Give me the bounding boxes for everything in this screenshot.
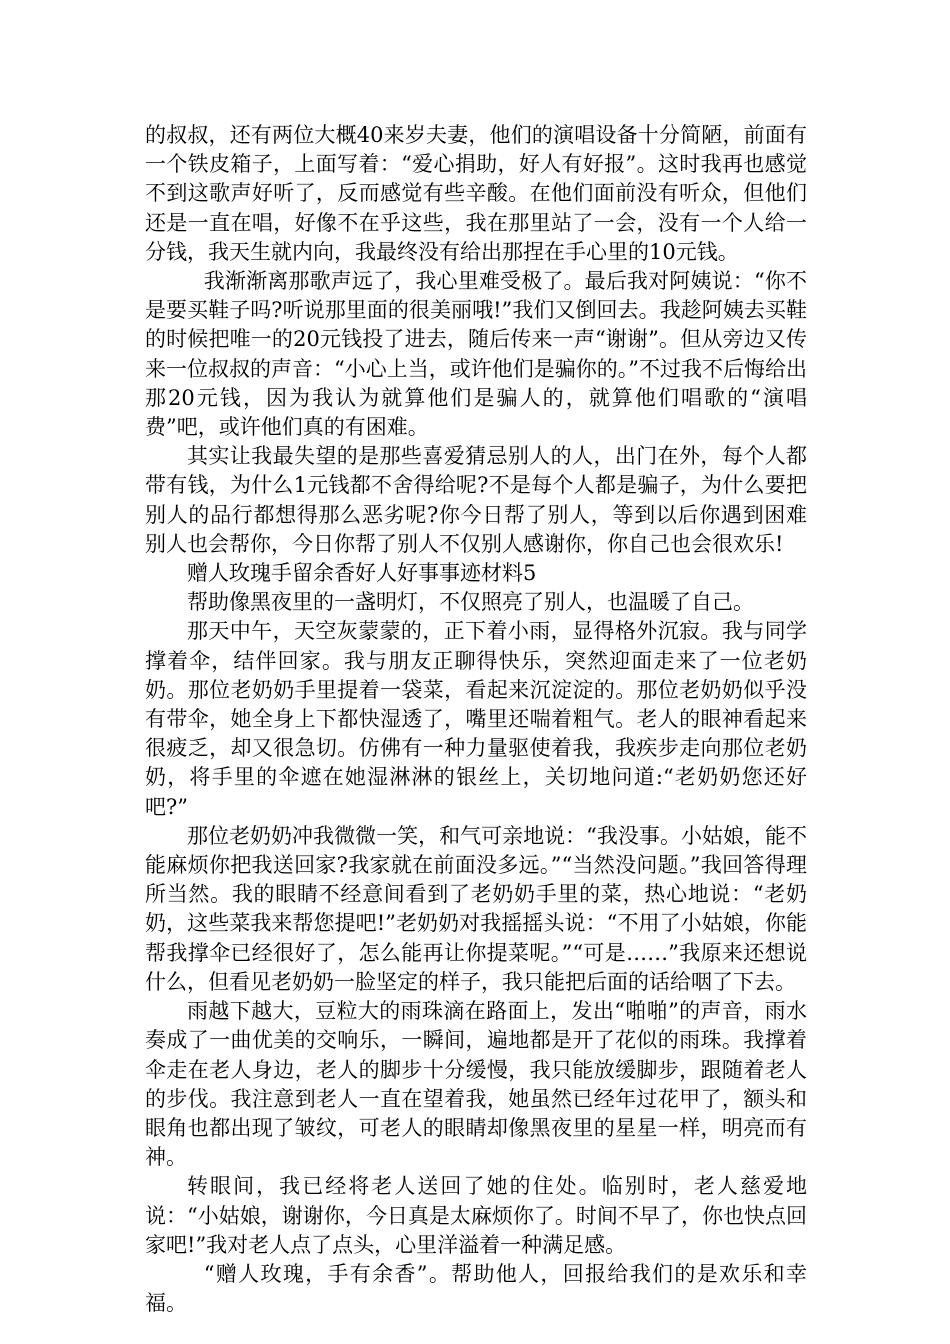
- paragraph-farewell: 转眼间，我已经将老人送回了她的住处。临别时，老人慈爱地说：“小姑娘，谢谢你，今日真是太麻烦你了。时间不早了，你也快点回家吧!”我对老人点了点头，心里洋溢着一种满足感。: [145, 1174, 807, 1257]
- paragraph-conclusion: “赠人玫瑰，手有余香”。帮助他人，回报给我们的是欢乐和幸福。: [145, 1261, 807, 1316]
- paragraph-rainy-noon: 那天中午，天空灰蒙蒙的，正下着小雨，显得格外沉寂。我与同学撑着伞，结伴回家。我与朋友正聊得快乐，突然迎面走来了一位老奶奶。那位老奶奶手里提着一袋菜，看起来沉淀淀的。那位老奶奶似乎没有带伞，她全身上下都快湿透了，嘴里还喘着粗气。老人的眼神看起来很疲乏，却又很急切。仿佛有一种力量驱使着我，我疾步走向那位老奶奶，将手里的伞遮在她湿淋淋的银丝上，关切地问道:“老奶奶您还好吧?”: [145, 619, 807, 819]
- section-heading: 赠人玫瑰手留余香好人好事事迹材料5: [187, 561, 537, 586]
- paragraph-heavy-rain: 雨越下越大，豆粒大的雨珠滴在路面上，发出“啪啪”的声音，雨水奏成了一曲优美的交响乐，一瞬间，遍地都是开了花似的雨珠。我撑着伞走在老人身边，老人的脚步十分缓慢，我只能放缓脚步，跟随着老人的步伐。我注意到老人一直在望着我，她虽然已经年过花甲了，额头和眼角也都出现了皱纹，可老人的眼睛却像黑夜里的星星一样，明亮而有神。: [145, 999, 807, 1170]
- paragraph-leaving-singers: 我渐渐离那歌声远了，我心里难受极了。最后我对阿姨说：“你不是要买鞋子吗?听说那里面的很美丽哦!”我们又倒回去。我趁阿姨去买鞋的时候把唯一的20元钱投了进去，随后传来一声“谢谢”。但从旁边又传来一位叔叔的声音：“小心上当，或许他们是骗你的。”不过我不后悔给出那20元钱，因为我认为就算他们是骗人的，就算他们唱歌的“演唱费”吧，或许他们真的有困难。: [145, 269, 807, 440]
- paragraph-intro: 帮助像黑夜里的一盏明灯，不仅照亮了别人，也温暖了自己。: [187, 590, 754, 615]
- paragraph-reflection: 其实让我最失望的是那些喜爱猜忌别人的人，出门在外，每个人都带有钱，为什么1元钱都不舍得给呢?不是每个人都是骗子，为什么要把别人的品行都想得那么恶劣呢?你今日帮了别人，等到以后你遇到困难别人也会帮你，今日你帮了别人不仅别人感谢你，你自己也会很欢乐!: [145, 444, 807, 556]
- paragraph-continuation: 的叔叔，还有两位大概40来岁夫妻，他们的演唱设备十分简陋，前面有一个铁皮箱子，上面写着：“爱心捐助，好人有好报”。这时我再也感觉不到这歌声好听了，反而感觉有些辛酸。在他们面前没有听众，但他们还是一直在唱，好像不在乎这些，我在那里站了一会，没有一个人给一分钱，我天生就内向，我最终没有给出那捏在手心里的10元钱。: [145, 123, 807, 264]
- document-body: [145, 121, 807, 1318]
- paragraph-grandma-reply: 那位老奶奶冲我微微一笑，和气可亲地说：“我没事。小姑娘，能不能麻烦你把我送回家?我家就在前面没多远。”“当然没问题。”我回答得理所当然。我的眼睛不经意间看到了老奶奶手里的菜，热心地说：“老奶奶，这些菜我来帮您提吧!”老奶奶对我摇摇头说：“不用了小姑娘，你能帮我撑伞已经很好了，怎么能再让你提菜呢。”“可是……”我原来还想说什么，但看见老奶奶一脸坚定的样子，我只能把后面的话给咽了下去。: [145, 823, 807, 994]
